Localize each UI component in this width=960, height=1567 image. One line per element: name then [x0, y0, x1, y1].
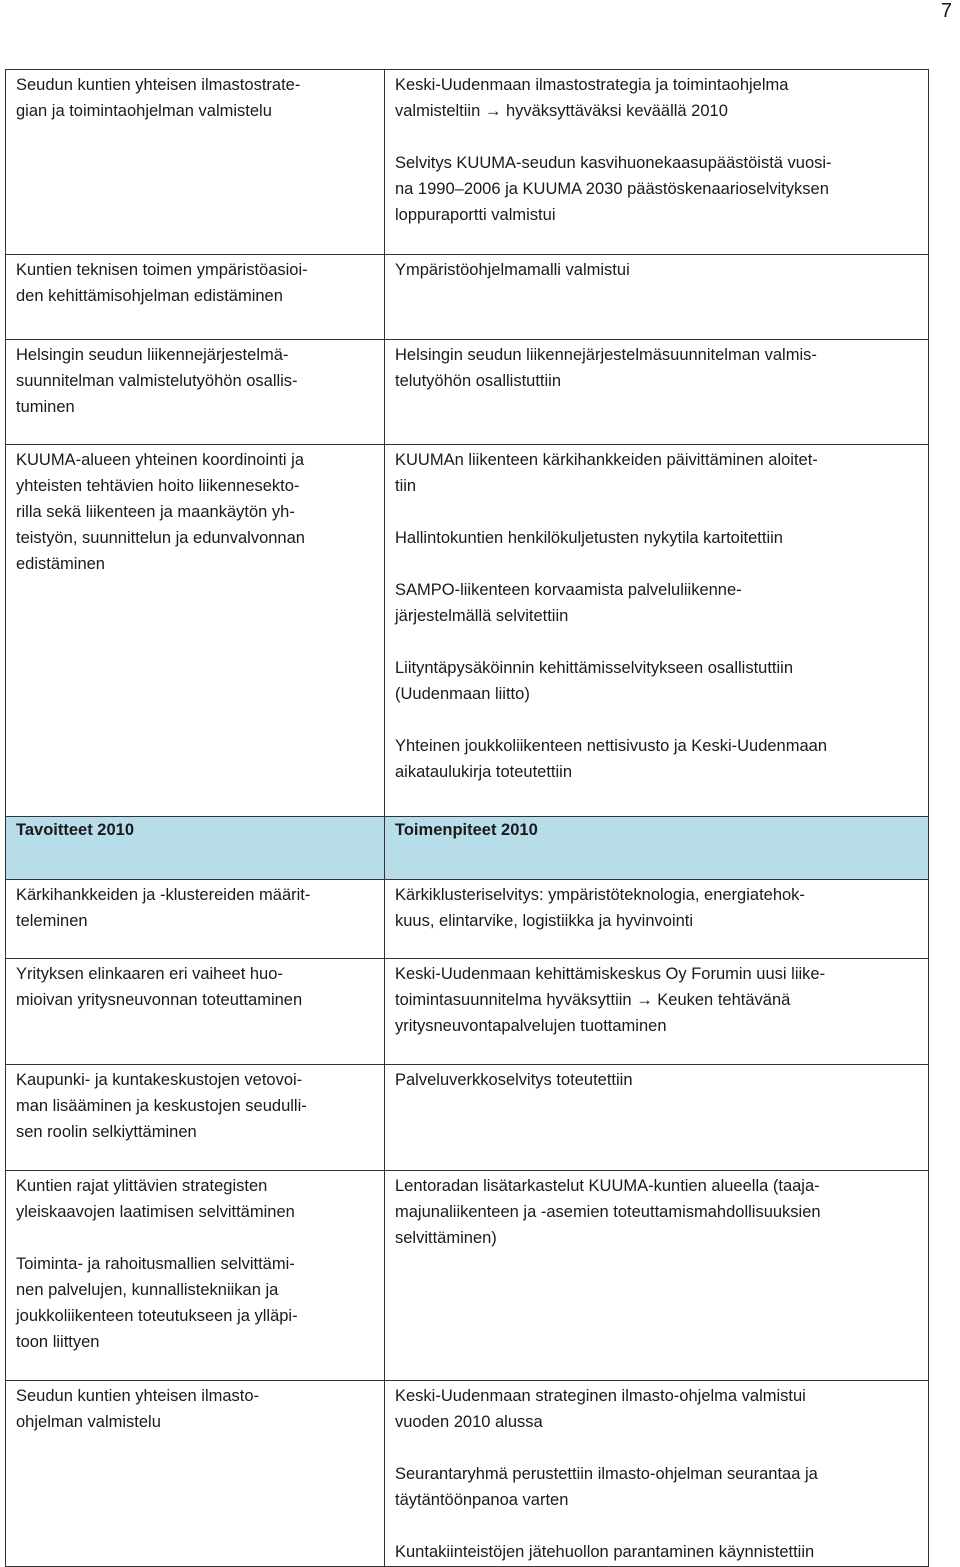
paragraph-spacer [395, 499, 918, 525]
paragraph [16, 1067, 374, 1145]
action-cell [385, 255, 929, 340]
goal-cell [6, 445, 385, 817]
table-row [6, 340, 929, 445]
paragraph-spacer [16, 1225, 374, 1251]
action-cell [385, 445, 929, 817]
text-line: järjestelmällä selvitettiin [395, 607, 569, 625]
text-line: tuminen [16, 398, 75, 416]
table-row [6, 959, 929, 1065]
text-line: toimintasuunnitelma hyväksyttiin → Keuken tehtävänä [395, 991, 791, 1009]
paragraph-spacer [395, 1513, 918, 1539]
text-line: Kuntien teknisen toimen ympäristöasioi- [16, 261, 308, 279]
paragraph [16, 72, 374, 124]
table-row [6, 445, 929, 817]
text-line: rilla sekä liikenteen ja maankäytön yh- [16, 503, 295, 521]
text-line: Seurantaryhmä perustettiin ilmasto-ohjelman seurantaa ja [395, 1465, 818, 1483]
paragraph [395, 733, 918, 785]
text-line: gian ja toimintaohjelman valmistelu [16, 102, 272, 120]
paragraph [16, 447, 374, 577]
paragraph [395, 447, 918, 499]
text-line: yhteisten tehtävien hoito liikennesekto- [16, 477, 300, 495]
table-header [6, 817, 929, 880]
table-row [6, 1171, 929, 1381]
goal-cell [6, 255, 385, 340]
text-line: KUUMA-alueen yhteinen koordinointi ja [16, 451, 304, 469]
paragraph [395, 1173, 918, 1251]
text-line: selvittäminen) [395, 1229, 497, 1247]
paragraph [16, 257, 374, 309]
text-line: majunaliikenteen ja -asemien toteuttamismahdollisuuksien [395, 1203, 821, 1221]
text-line: teleminen [16, 912, 88, 930]
text-line: loppuraportti valmistui [395, 206, 556, 224]
text-line: SAMPO-liikenteen korvaamista palveluliikenne- [395, 581, 742, 599]
text-line: Selvitys KUUMA-seudun kasvihuonekaasupäästöistä vuosi- [395, 154, 832, 172]
text-line: Kaupunki- ja kuntakeskustojen vetovoi- [16, 1071, 303, 1089]
goals-actions-table [5, 69, 929, 1567]
table-body-top [6, 70, 929, 817]
goal-cell [6, 1171, 385, 1381]
text-line: den kehittämisohjelman edistäminen [16, 287, 283, 305]
paragraph [395, 525, 918, 551]
table-body-bottom [6, 880, 929, 1567]
text-line: telutyöhön osallistuttiin [395, 372, 562, 390]
table-row [6, 1381, 929, 1567]
text-line: Seudun kuntien yhteisen ilmastostrate- [16, 76, 301, 94]
text-line: Seudun kuntien yhteisen ilmasto- [16, 1387, 260, 1405]
text-line: täytäntöönpanoa varten [395, 1491, 569, 1509]
paragraph [395, 961, 918, 1039]
text-line: Kuntien rajat ylittävien strategisten [16, 1177, 268, 1195]
paragraph [395, 882, 918, 934]
paragraph [395, 1067, 918, 1093]
text-line: Yrityksen elinkaaren eri vaiheet huo- [16, 965, 283, 983]
goal-cell [6, 70, 385, 255]
paragraph [395, 1461, 918, 1513]
text-line: Kärkihankkeiden ja -klustereiden määrit- [16, 886, 311, 904]
paragraph [16, 1173, 374, 1225]
action-cell [385, 1381, 929, 1567]
goal-cell [6, 880, 385, 959]
text-line: yritysneuvontapalvelujen tuottaminen [395, 1017, 667, 1035]
text-line: toon liittyen [16, 1333, 100, 1351]
text-line: Hallintokuntien henkilökuljetusten nykytila kartoitettiin [395, 529, 783, 547]
paragraph [395, 342, 918, 394]
action-cell [385, 70, 929, 255]
paragraph [395, 150, 918, 228]
paragraph [16, 882, 374, 934]
paragraph-spacer [395, 629, 918, 655]
text-line: Helsingin seudun liikennejärjestelmäsuunnitelman valmis- [395, 346, 817, 364]
text-line: Keski-Uudenmaan strateginen ilmasto-ohjelma valmistui [395, 1387, 806, 1405]
paragraph [16, 342, 374, 420]
text-line: Toiminta- ja rahoitusmallien selvittämi- [16, 1255, 295, 1273]
action-cell [385, 340, 929, 445]
text-line: ohjelman valmistelu [16, 1413, 161, 1431]
text-line: Yhteinen joukkoliikenteen nettisivusto ja Keski-Uudenmaan [395, 737, 828, 755]
paragraph [395, 1539, 918, 1565]
action-cell [385, 880, 929, 959]
text-line: Liityntäpysäköinnin kehittämisselvitykseen osallistuttiin [395, 659, 794, 677]
paragraph [395, 1383, 918, 1435]
paragraph [16, 1251, 374, 1355]
text-line: suunnitelman valmistelutyöhön osallis- [16, 372, 298, 390]
text-line: joukkoliikenteen toteutukseen ja ylläpi- [16, 1307, 298, 1325]
text-line: KUUMAn liikenteen kärkihankkeiden päivittäminen aloitet- [395, 451, 818, 469]
text-line: tiin [395, 477, 417, 495]
text-line: Lentoradan lisätarkastelut KUUMA-kuntien alueella (taaja- [395, 1177, 820, 1195]
text-line: teistyön, suunnittelun ja edunvalvonnan [16, 529, 305, 547]
goal-cell [6, 959, 385, 1065]
text-line: sen roolin selkiyttäminen [16, 1123, 197, 1141]
text-line: na 1990–2006 ja KUUMA 2030 päästöskenaarioselvityksen [395, 180, 829, 198]
text-line: nen palvelujen, kunnallistekniikan ja [16, 1281, 279, 1299]
text-line: vuoden 2010 alussa [395, 1413, 543, 1431]
action-cell [385, 1171, 929, 1381]
paragraph [395, 577, 918, 629]
text-line: man lisääminen ja keskustojen seudulli- [16, 1097, 307, 1115]
paragraph [16, 961, 374, 1013]
paragraph [395, 257, 918, 283]
text-line: Keski-Uudenmaan kehittämiskeskus Oy Forumin uusi liike- [395, 965, 826, 983]
text-line: valmisteltiin → hyväksyttäväksi keväällä 2010 [395, 102, 728, 120]
text-line: Kärkiklusteriselvitys: ympäristöteknologia, energiatehok- [395, 886, 805, 904]
paragraph-spacer [395, 551, 918, 577]
text-line: aikataulukirja toteutettiin [395, 763, 573, 781]
table-row [6, 1065, 929, 1171]
text-line: kuus, elintarvike, logistiikka ja hyvinvointi [395, 912, 694, 930]
text-line: Helsingin seudun liikennejärjestelmä- [16, 346, 289, 364]
paragraph-spacer [395, 707, 918, 733]
goal-cell [6, 340, 385, 445]
text-line: (Uudenmaan liitto) [395, 685, 530, 703]
action-cell [385, 959, 929, 1065]
action-cell [385, 1065, 929, 1171]
text-line: Keski-Uudenmaan ilmastostrategia ja toimintaohjelma [395, 76, 789, 94]
goal-cell [6, 1065, 385, 1171]
paragraph [395, 72, 918, 124]
page-number: 7 [940, 0, 952, 22]
text-line: Kuntakiinteistöjen jätehuollon parantaminen käynnistettiin [395, 1543, 815, 1561]
header-actions: Toimenpiteet 2010 [385, 817, 929, 880]
paragraph [16, 1383, 374, 1435]
table-row [6, 880, 929, 959]
text-line: edistäminen [16, 555, 105, 573]
table-row [6, 255, 929, 340]
goal-cell [6, 1381, 385, 1567]
text-line: Ympäristöohjelmamalli valmistui [395, 261, 630, 279]
paragraph-spacer [395, 124, 918, 150]
paragraph [395, 655, 918, 707]
header-goals: Tavoitteet 2010 [6, 817, 385, 880]
header-row [6, 817, 929, 880]
table-row [6, 70, 929, 255]
paragraph-spacer [395, 1435, 918, 1461]
text-line: yleiskaavojen laatimisen selvittäminen [16, 1203, 295, 1221]
text-line: mioivan yritysneuvonnan toteuttaminen [16, 991, 303, 1009]
text-line: Palveluverkkoselvitys toteutettiin [395, 1071, 633, 1089]
